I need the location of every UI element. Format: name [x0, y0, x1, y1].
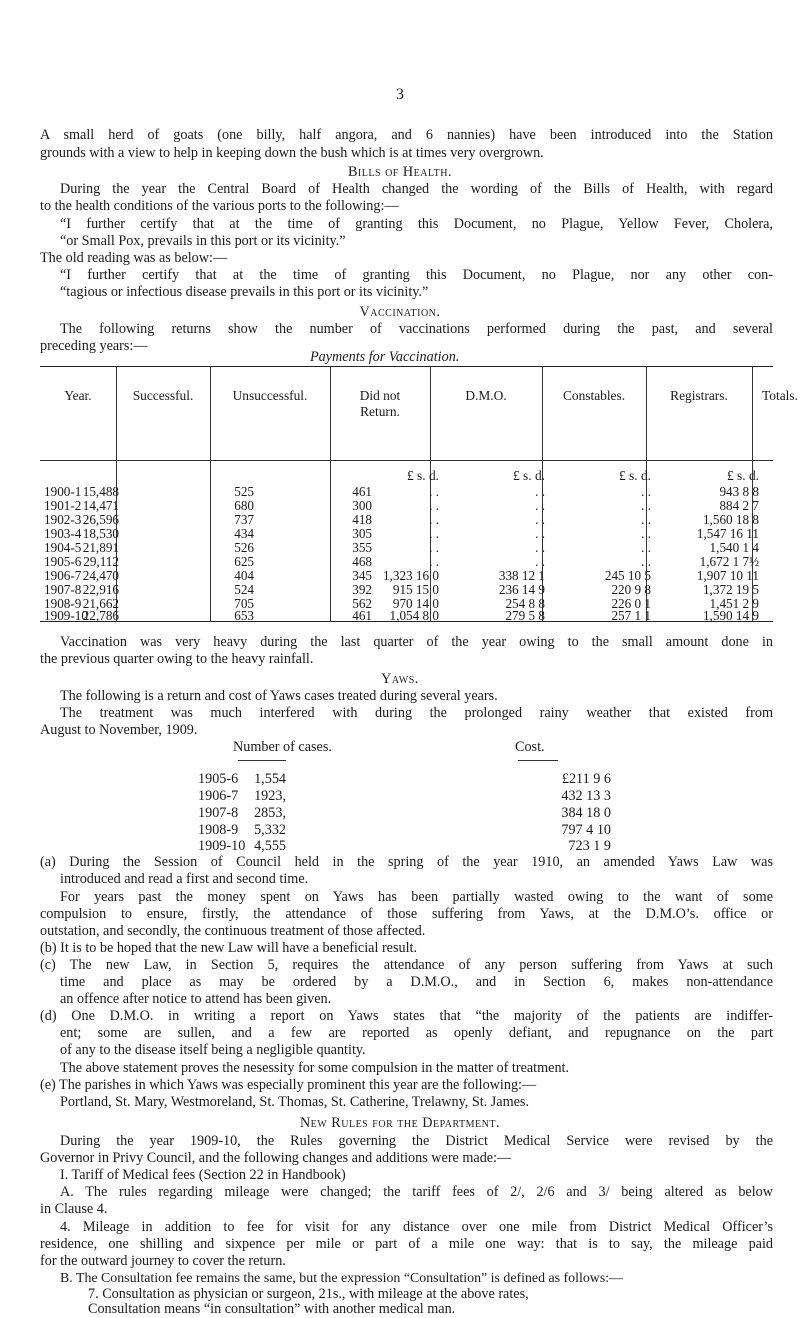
- yaws-para: The above statement proves the nesessity for some compulsion in the matter of treatment.: [60, 1060, 570, 1076]
- rules-line: I. Tariff of Medical fees (Section 22 in Handbook): [60, 1167, 346, 1183]
- yaws-para: (d) One D.M.O. in writing a report on Yaws states that “the majority of the patients are indiffer-: [40, 1008, 773, 1024]
- yaws-line: The following is a return and cost of Yaws cases treated during several years.: [60, 688, 498, 704]
- table-caption: Payments for Vaccination.: [310, 349, 460, 365]
- vaccination-table: [40, 366, 798, 623]
- col-did-not: Did not: [359, 388, 401, 403]
- col-unsuccessful: Unsuccessful.: [232, 388, 308, 403]
- yaws-para: Portland, St. Mary, Westmoreland, St. Thomas, St. Catherine, Trelawny, St. James.: [60, 1094, 529, 1110]
- intro-line-1: A small herd of goats (one billy, half angora, and 6 nannies) have been introduced into the Station: [40, 127, 773, 143]
- table-row: 1900-1 15,488 525 461 . . . . . . 943 8 8: [44, 484, 759, 499]
- rules-line: Governor in Privy Council, and the following changes and additions were made:—: [40, 1150, 512, 1166]
- unit-totals: £ s. d.: [727, 468, 759, 483]
- table-row: 1906-7 1923, 432 13 3: [198, 788, 611, 804]
- rules-line: A. The rules regarding mileage were changed; the tariff fees of 2/, 2/6 and 3/ being altered as below: [60, 1184, 773, 1200]
- yaws-para: of any to the disease itself being a negligible quantity.: [60, 1042, 366, 1058]
- bills-line: The old reading was as below:—: [40, 250, 228, 266]
- yaws-col-cases: Number of cases.: [233, 739, 332, 755]
- col-return: Return.: [360, 404, 400, 419]
- table-row: 1905-6 1,554 £211 9 6: [198, 771, 611, 787]
- yaws-heading: Yaws.: [381, 671, 419, 687]
- yaws-para: introduced and read a first and second time.: [60, 871, 309, 887]
- vaccination-line: preceding years:—: [40, 338, 148, 354]
- bills-line: “or Small Pox, prevails in this port or its vicinity.”: [60, 233, 346, 249]
- table-row: 1909-10 22,786 653 461 1,054 8 0 279 5 8 257 1 1 1,590 14 9: [44, 608, 759, 623]
- col-registrars: Registrars.: [670, 388, 728, 403]
- rules-line: 4. Mileage in addition to fee for visit for any distance over one mile from District Medical Officer’s: [60, 1219, 773, 1235]
- table-row: 1907-8 2853, 384 18 0: [198, 805, 611, 821]
- table-row: 1909-10 4,555 723 1 9: [198, 838, 611, 854]
- table-row: 1903-4 18,530 434 305 . . . . . . 1,547 16 11: [44, 526, 759, 541]
- unit-constables: £ s. d.: [513, 468, 545, 483]
- vaccination-note: the previous quarter owing to the heavy rainfall.: [40, 651, 314, 667]
- bills-line: During the year the Central Board of Health changed the wording of the Bills of Health, with regard: [60, 181, 773, 197]
- rules-line: residence, one shilling and sixpence per mile or part of a mile one way: that is to say, the mileage paid: [40, 1236, 773, 1252]
- rules-line: in Clause 4.: [40, 1201, 108, 1217]
- table-row: 1908-9 21,662 705 562 970 14 0 254 8 8 226 0 1 1,451 2 9: [44, 596, 759, 611]
- yaws-para: ent; some are sullen, and a few are reported as openly defiant, and repugnance on the part: [60, 1025, 773, 1041]
- intro-line-2: grounds with a view to help in keeping down the bush which is at times very overgrown.: [40, 145, 544, 161]
- rules-line: for the outward journey to cover the return.: [40, 1253, 286, 1269]
- yaws-line: The treatment was much interfered with during the prolonged rainy weather that existed from: [60, 705, 773, 721]
- unit-dmo: £ s. d.: [407, 468, 439, 483]
- rules-line: 7. Consultation as physician or surgeon, 21s., with mileage at the above rates,: [88, 1287, 529, 1301]
- rules-line: B. The Consultation fee remains the same, but the expression “Consultation” is defined as follows:—: [60, 1271, 623, 1286]
- bills-line: “I further certify that at the time of granting this Document, no Plague, nor any other con-: [60, 267, 773, 283]
- page-number: 3: [396, 86, 404, 103]
- rules-line: During the year 1909-10, the Rules governing the District Medical Service were revised by the: [60, 1133, 773, 1149]
- yaws-para: an offence after notice to attend has been given.: [60, 991, 332, 1007]
- vaccination-heading: Vaccination.: [359, 304, 441, 320]
- table-row: 1905-6 29,112 625 468 . . . . . . 1,672 1 7½: [44, 554, 759, 569]
- col-year: Year.: [64, 388, 92, 403]
- unit-registrars: £ s. d.: [619, 468, 651, 483]
- yaws-line: August to November, 1909.: [40, 722, 198, 738]
- yaws-col-cost: Cost.: [515, 739, 545, 755]
- rules-line: Consultation means “in consultation” with another medical man.: [88, 1301, 456, 1317]
- yaws-para: (a) During the Session of Council held in the spring of the year 1910, an amended Yaws Law was: [40, 854, 773, 870]
- table-row: 1906-7 24,470 404 345 1,323 16 0 338 12 1 245 10 5 1,907 10 11: [44, 568, 759, 583]
- bills-heading: Bills of Health.: [347, 164, 453, 180]
- yaws-para: outstation, and secondly, the continuous treatment of those affected.: [40, 923, 426, 939]
- table-row: 1902-3 26,596 737 418 . . . . . . 1,560 18 8: [44, 512, 759, 527]
- table-row: 1908-9 5,332 797 4 10: [198, 822, 611, 838]
- col-dmo: D.M.O.: [465, 388, 507, 403]
- vaccination-note: Vaccination was very heavy during the last quarter of the year owing to the small amount done in: [60, 634, 773, 650]
- table-row: 1907-8 22,916 524 392 915 15 0 236 14 9 220 9 8 1,372 19 5: [44, 582, 759, 597]
- col-totals: Totals.: [762, 388, 798, 403]
- yaws-para: time and place as may be ordered by a D.M.O., and in Section 6, makes non-attendance: [60, 974, 773, 990]
- rules-heading: New Rules for the Department.: [299, 1115, 501, 1131]
- yaws-para: compulsion to ensure, firstly, the attendance of those suffering from Yaws, at the D.M.O’s. office or: [40, 906, 773, 922]
- yaws-para: (b) It is to be hoped that the new Law will have a beneficial result.: [40, 940, 418, 956]
- yaws-para: (c) The new Law, in Section 5, requires the attendance of any person suffering from Yaws at such: [40, 957, 773, 973]
- table-row: 1904-5 21,891 526 355 . . . . . . 1,540 1 4: [44, 540, 759, 555]
- bills-line: to the health conditions of the various ports to the following:—: [40, 198, 399, 214]
- cases-rule: [238, 760, 286, 761]
- col-constables: Constables.: [562, 388, 626, 403]
- vaccination-line: The following returns show the number of vaccinations performed during the past, and several: [60, 321, 773, 337]
- yaws-para: (e) The parishes in which Yaws was especially prominent this year are the following:—: [40, 1077, 537, 1093]
- bills-line: “I further certify that at the time of granting this Document, no Plague, Yellow Fever, Cholera,: [60, 216, 773, 232]
- bills-line: “tagious or infectious disease prevails in this port or its vicinity.”: [60, 284, 429, 300]
- col-successful: Successful.: [132, 388, 194, 403]
- table-row: 1901-2 14,471 680 300 . . . . . . 884 2 7: [44, 498, 759, 513]
- yaws-para: For years past the money spent on Yaws has been partially wasted owing to the want of some: [60, 889, 773, 905]
- cost-rule: [518, 760, 558, 761]
